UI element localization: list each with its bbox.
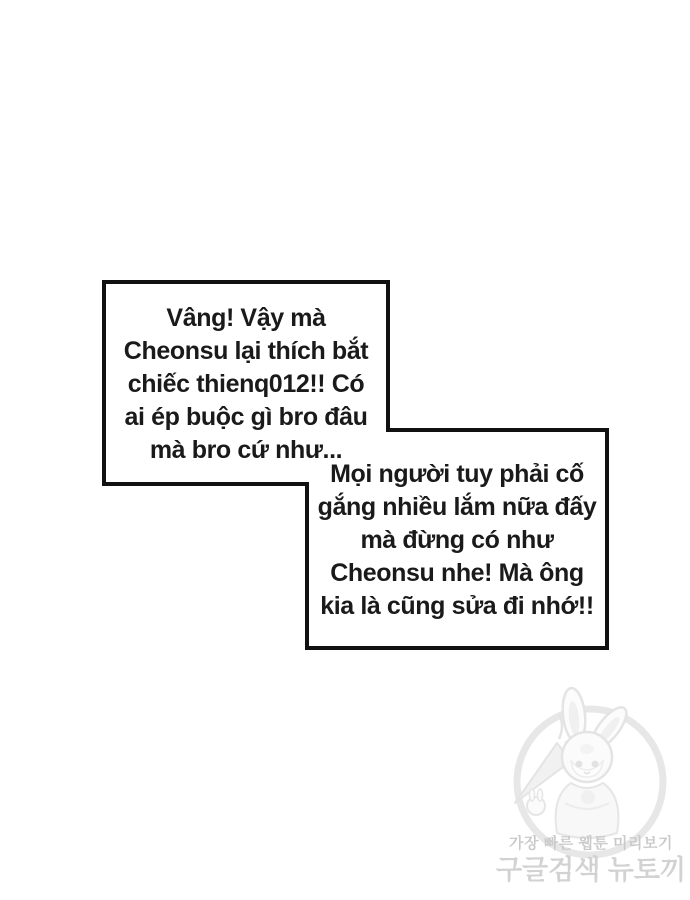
bubble-1-line: Vâng! Vậy mà [166, 303, 326, 332]
bubble-2-line: Mọi người tuy phải cố [330, 459, 584, 488]
bubble-2-line: mà đừng có như [360, 525, 554, 554]
bubble-1-line: Cheonsu lại thích bắt [123, 336, 369, 365]
speech-bubble-2 [307, 438, 607, 642]
bubble-2-line: kia là cũng sửa đi nhớ!! [320, 591, 594, 620]
bubble-2-line: gắng nhiều lắm nữa đấy [317, 492, 597, 521]
watermark-brand: 구글검색 뉴토끼 [495, 855, 687, 885]
bubble-2-line: Cheonsu nhe! Mà ông [330, 558, 584, 587]
watermark-tagline: 가장 빠른 웹툰 미리보기 [509, 835, 673, 852]
bubble-1-line: mà bro cứ như... [149, 435, 343, 464]
bubble-1-line: ai ép buộc gì bro đâu [124, 402, 368, 431]
bubble-1-line: chiếc thienq012!! Có [127, 369, 365, 398]
site-watermark [495, 685, 687, 895]
